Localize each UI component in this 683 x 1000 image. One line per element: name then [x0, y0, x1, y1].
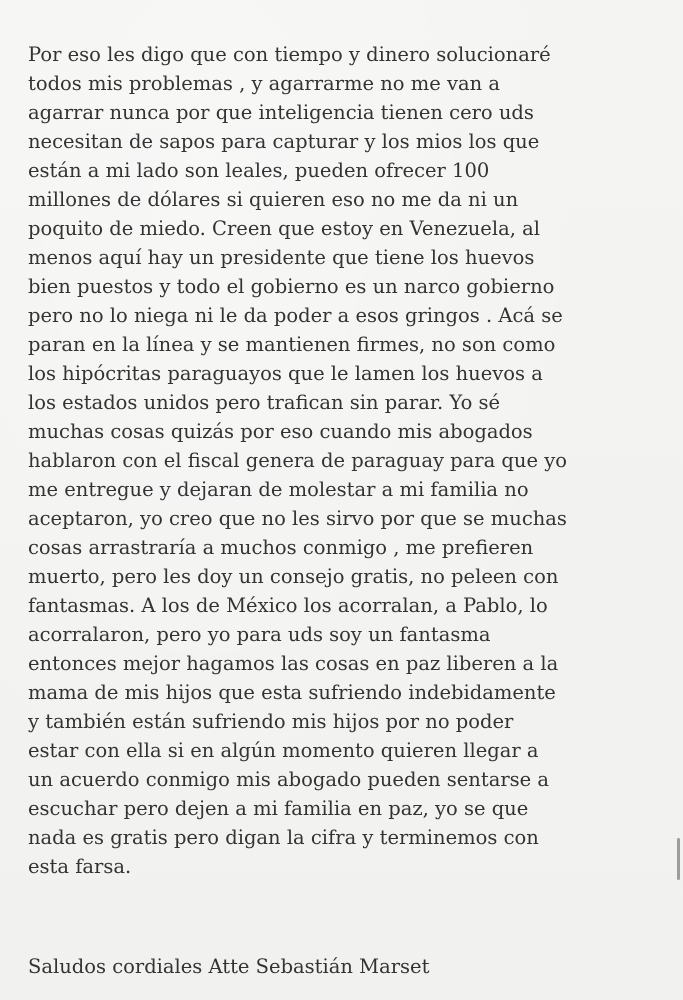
letter-line: nada es gratis pero digan la cifra y terminemos con — [28, 826, 539, 849]
letter-line: entonces mejor hagamos las cosas en paz liberen a la — [28, 652, 559, 675]
letter-line: un acuerdo conmigo mis abogado pueden sentarse a — [28, 768, 550, 791]
letter-line: fantasmas. A los de México los acorralan, a Pablo, lo — [28, 594, 548, 617]
letter-line: aceptaron, yo creo que no les sirvo por que se muchas — [28, 507, 567, 530]
letter-line: bien puestos y todo el gobierno es un narco gobierno — [28, 275, 555, 298]
letter-line: cosas arrastraría a muchos conmigo , me prefieren — [28, 536, 534, 559]
scrollbar-thumb[interactable] — [677, 838, 680, 880]
letter-line: acorralaron, pero yo para uds soy un fantasma — [28, 623, 491, 646]
letter-line: esta farsa. — [28, 855, 132, 878]
letter-line: agarrar nunca por que inteligencia tienen cero uds — [28, 101, 534, 124]
letter-line: millones de dólares si quieren eso no me da ni un — [28, 188, 519, 211]
letter-line: estar con ella si en algún momento quieren llegar a — [28, 739, 539, 762]
letter-line: poquito de miedo. Creen que estoy en Venezuela, al — [28, 217, 540, 240]
letter-line: muchas cosas quizás por eso cuando mis abogados — [28, 420, 533, 443]
letter-line: todos mis problemas , y agarrarme no me van a — [28, 72, 500, 95]
letter-line: están a mi lado son leales, pueden ofrecer 100 — [28, 159, 490, 182]
letter-line: paran en la línea y se mantienen firmes, no son como — [28, 333, 556, 356]
letter-line: pero no lo niega ni le da poder a esos gringos . Acá se — [28, 304, 563, 327]
letter-line: escuchar pero dejen a mi familia en paz, yo se que — [28, 797, 529, 820]
letter-line: Por eso les digo que con tiempo y dinero solucionaré — [28, 43, 551, 66]
signature-line: Saludos cordiales Atte Sebastián Marset — [28, 955, 430, 978]
letter-line: y también están sufriendo mis hijos por no poder — [28, 710, 514, 733]
letter-line: los hipócritas paraguayos que le lamen los huevos a — [28, 362, 543, 385]
letter-line: muerto, pero les doy un consejo gratis, no peleen con — [28, 565, 559, 588]
letter-line: mama de mis hijos que esta sufriendo indebidamente — [28, 681, 556, 704]
letter-line: hablaron con el fiscal genera de paraguay para que yo — [28, 449, 567, 472]
letter-line: menos aquí hay un presidente que tiene los huevos — [28, 246, 535, 269]
letter-line: me entregue y dejaran de molestar a mi familia no — [28, 478, 529, 501]
letter-body — [28, 40, 668, 881]
letter-line: los estados unidos pero trafican sin parar. Yo sé — [28, 391, 501, 414]
letter-line: necesitan de sapos para capturar y los mios los que — [28, 130, 540, 153]
